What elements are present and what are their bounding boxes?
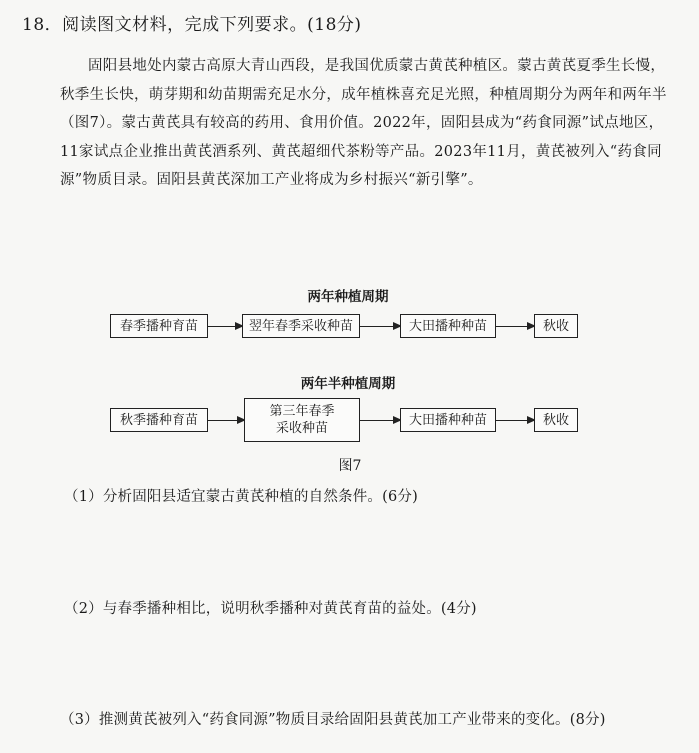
flow-step: 大田播种种苗 bbox=[400, 408, 496, 432]
material-text: 固阳县地处内蒙古高原大青山西段，是我国优质蒙古黄芪种植区。蒙古黄芪夏季生长慢，秋季生长快，萌芽期和幼苗期需充足水分，成年植株喜充足光照，种植周期分为两年和两年半（图7）。蒙古黄芪具有较高的药用、食用价值。2022年，固阳县成为“药食同源”试点地区，11家试点企业推出黄芪酒系列、黄芪超细代茶粉等产品。2023年11月，黄芪被列入“药食同源”物质目录。固阳县黄芪深加工产业将成为乡村振兴“新引擎”。 bbox=[60, 58, 667, 188]
subquestion-2: （2）与春季播种相比，说明秋季播种对黄芪育苗的益处。(4分) bbox=[64, 601, 477, 617]
subquestion-1: （1）分析固阳县适宜蒙古黄芪种植的自然条件。(6分) bbox=[64, 489, 418, 505]
question-title: 18．阅读图文材料，完成下列要求。(18分) bbox=[22, 15, 362, 35]
flow-step: 秋收 bbox=[534, 408, 578, 432]
cycle-two-year-title: 两年种植周期 bbox=[307, 289, 389, 305]
flow-step: 春季播种育苗 bbox=[110, 314, 208, 338]
flow-step: 秋季播种育苗 bbox=[110, 408, 208, 432]
flow-arrow bbox=[360, 326, 400, 327]
flow-arrow bbox=[496, 326, 534, 327]
flow-arrow bbox=[496, 420, 534, 421]
figure-caption: 图7 bbox=[338, 458, 362, 474]
subquestion-3: （3）推测黄芪被列入“药食同源”物质目录给固阳县黄芪加工产业带来的变化。(8分) bbox=[60, 712, 606, 728]
flow-arrow bbox=[360, 420, 400, 421]
cycle-two-half-year-title: 两年半种植周期 bbox=[300, 376, 396, 392]
flow-arrow bbox=[208, 326, 242, 327]
flow-step: 翌年春季采收种苗 bbox=[242, 314, 360, 338]
flow-arrow bbox=[208, 420, 244, 421]
flow-step: 大田播种种苗 bbox=[400, 314, 496, 338]
flow-step: 第三年春季采收种苗 bbox=[244, 398, 360, 442]
flow-step: 秋收 bbox=[534, 314, 578, 338]
